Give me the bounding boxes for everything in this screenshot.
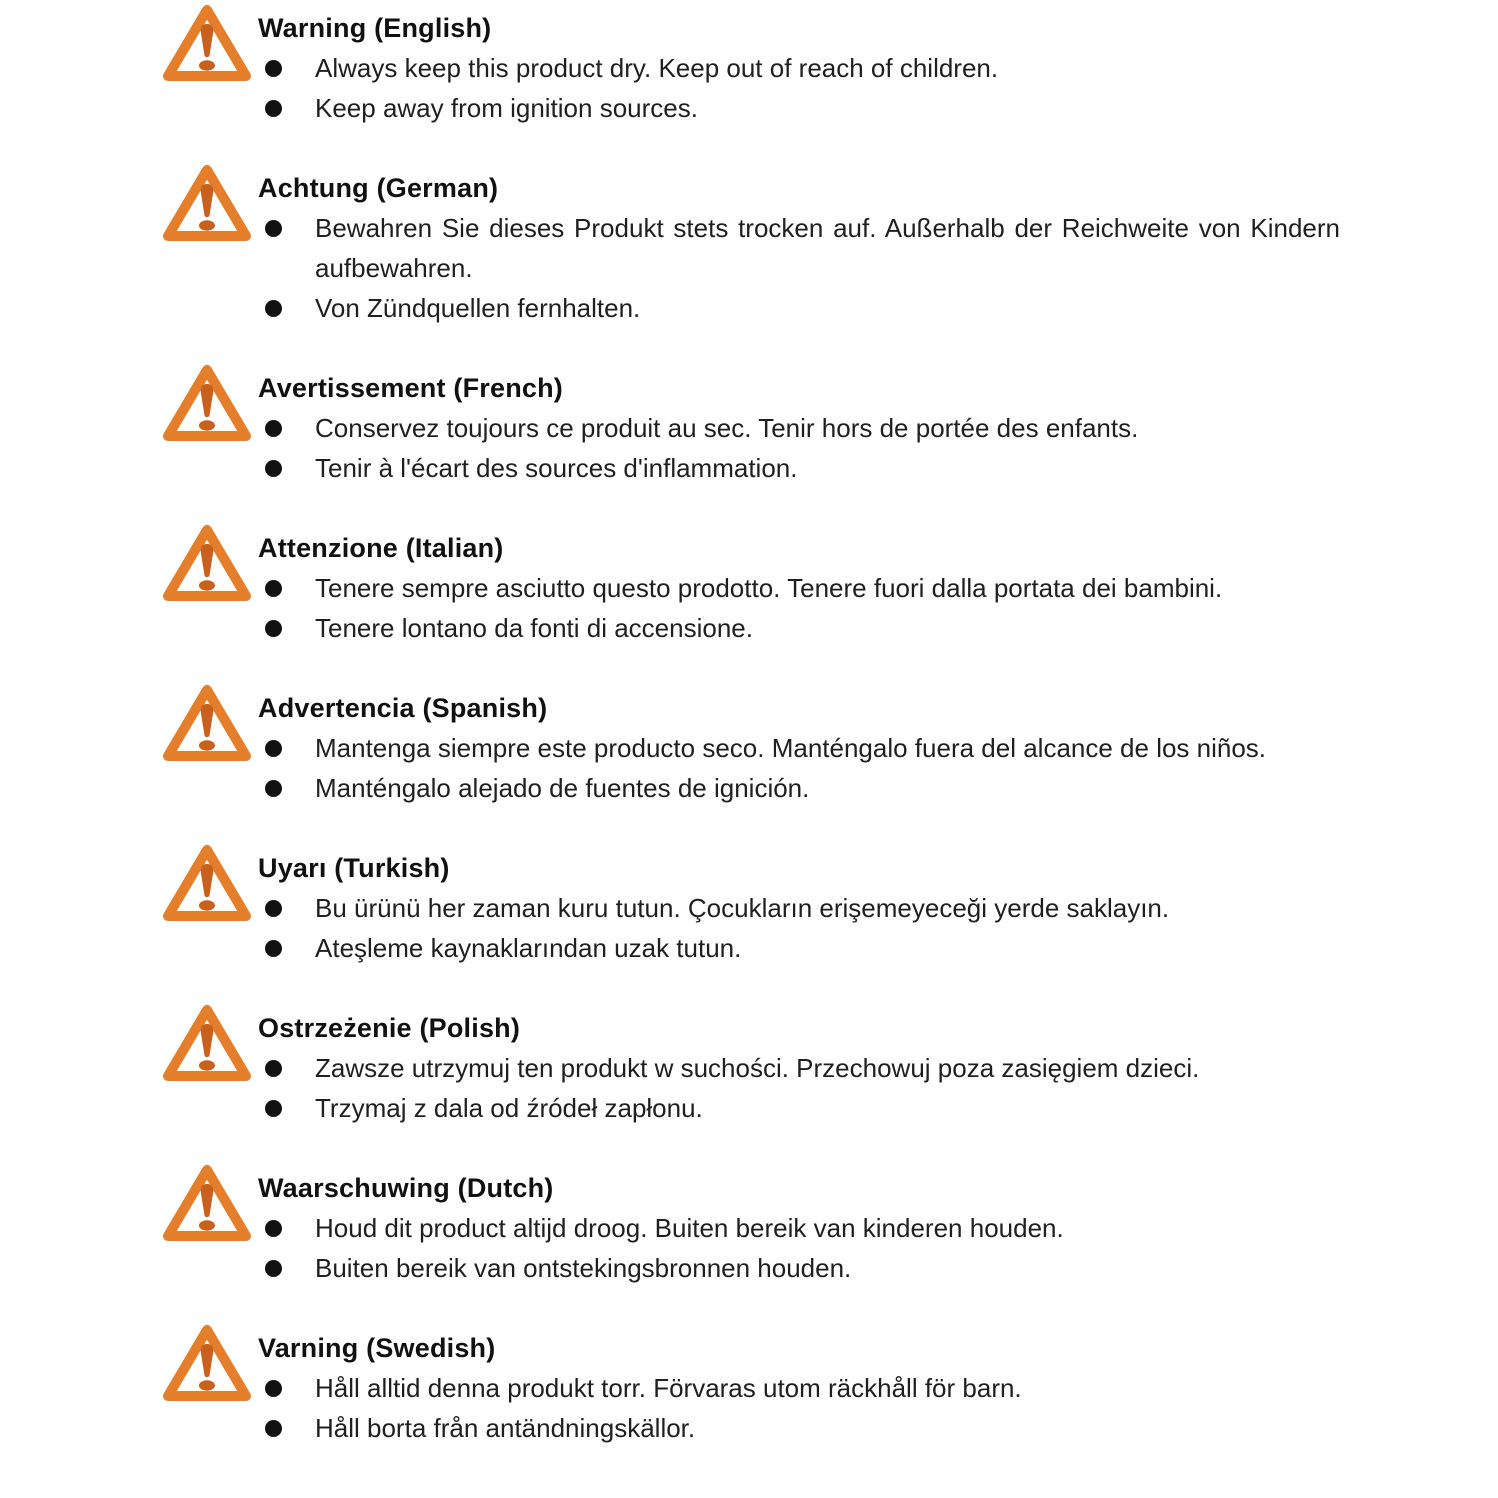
bullet-item: Tenere sempre asciutto questo prodotto. Tenere fuori dalla portata dei bambini. xyxy=(265,568,1340,608)
warning-triangle-icon xyxy=(163,1164,251,1244)
section-title: Waarschuwing (Dutch) xyxy=(258,1173,554,1203)
warning-section xyxy=(165,528,1340,648)
section-title: Uyarı (Turkish) xyxy=(258,853,450,883)
warning-triangle-icon xyxy=(163,164,251,244)
bullet-list xyxy=(258,48,1340,128)
warning-triangle-icon xyxy=(163,1004,251,1084)
bullet-item: Mantenga siempre este producto seco. Manténgalo fuera del alcance de los niños. xyxy=(265,728,1340,768)
warning-section xyxy=(165,168,1340,328)
bullet-item: Håll alltid denna produkt torr. Förvaras utom räckhåll för barn. xyxy=(265,1368,1340,1408)
warning-exclamation-dot xyxy=(199,1220,215,1230)
warning-exclamation-dot xyxy=(199,740,215,750)
section-title: Attenzione (Italian) xyxy=(258,533,504,563)
section-title: Achtung (German) xyxy=(258,173,499,203)
section-title: Warning (English) xyxy=(258,13,492,43)
bullet-item: Buiten bereik van ontstekingsbronnen houden. xyxy=(265,1248,1340,1288)
section-content xyxy=(258,528,1340,648)
bullet-item: Zawsze utrzymuj ten produkt w suchości. Przechowuj poza zasięgiem dzieci. xyxy=(265,1048,1340,1088)
bullet-item: Håll borta från antändningskällor. xyxy=(265,1408,1340,1448)
warning-section xyxy=(165,1328,1340,1448)
bullet-item: Tenere lontano da fonti di accensione. xyxy=(265,608,1340,648)
warning-section xyxy=(165,1008,1340,1128)
bullet-item: Keep away from ignition sources. xyxy=(265,88,1340,128)
warning-exclamation-dot xyxy=(199,60,215,70)
warning-exclamation-dot xyxy=(199,420,215,430)
bullet-list xyxy=(258,208,1340,328)
section-content xyxy=(258,1008,1340,1128)
bullet-item: Trzymaj z dala od źródeł zapłonu. xyxy=(265,1088,1340,1128)
bullet-list xyxy=(258,888,1340,968)
warning-section xyxy=(165,368,1340,488)
warning-exclamation-dot xyxy=(199,900,215,910)
warning-exclamation-dot xyxy=(199,220,215,230)
bullet-item: Manténgalo alejado de fuentes de ignición. xyxy=(265,768,1340,808)
bullet-list xyxy=(258,1208,1340,1288)
section-title: Varning (Swedish) xyxy=(258,1333,496,1363)
warning-section xyxy=(165,8,1340,128)
section-title: Advertencia (Spanish) xyxy=(258,693,548,723)
bullet-item: Bewahren Sie dieses Produkt stets trocken auf. Außerhalb der Reichweite von Kindern aufbewahren. xyxy=(265,208,1340,288)
bullet-item: Tenir à l'écart des sources d'inflammation. xyxy=(265,448,1340,488)
bullet-item: Houd dit product altijd droog. Buiten bereik van kinderen houden. xyxy=(265,1208,1340,1248)
bullet-list xyxy=(258,1048,1340,1128)
warning-section xyxy=(165,1168,1340,1288)
section-title: Avertissement (French) xyxy=(258,373,563,403)
warning-section xyxy=(165,848,1340,968)
bullet-list xyxy=(258,568,1340,648)
bullet-item: Conservez toujours ce produit au sec. Tenir hors de portée des enfants. xyxy=(265,408,1340,448)
section-content xyxy=(258,1328,1340,1448)
warning-section xyxy=(165,688,1340,808)
warning-triangle-icon xyxy=(163,524,251,604)
warning-triangle-icon xyxy=(163,1324,251,1404)
section-content xyxy=(258,1168,1340,1288)
warning-triangle-icon xyxy=(163,684,251,764)
warning-exclamation-dot xyxy=(199,1060,215,1070)
warning-triangle-icon xyxy=(163,4,251,84)
section-title: Ostrzeżenie (Polish) xyxy=(258,1013,521,1043)
warning-triangle-icon xyxy=(163,364,251,444)
warning-exclamation-dot xyxy=(199,580,215,590)
section-content xyxy=(258,8,1340,128)
bullet-item: Ateşleme kaynaklarından uzak tutun. xyxy=(265,928,1340,968)
warning-sections-container xyxy=(165,8,1340,1448)
bullet-list xyxy=(258,728,1340,808)
bullet-item: Von Zündquellen fernhalten. xyxy=(265,288,1340,328)
bullet-list xyxy=(258,1368,1340,1448)
section-content xyxy=(258,848,1340,968)
section-content xyxy=(258,688,1340,808)
bullet-item: Always keep this product dry. Keep out of reach of children. xyxy=(265,48,1340,88)
bullet-list xyxy=(258,408,1340,488)
bullet-item: Bu ürünü her zaman kuru tutun. Çocukların erişemeyeceği yerde saklayın. xyxy=(265,888,1340,928)
section-content xyxy=(258,168,1340,328)
warning-exclamation-dot xyxy=(199,1380,215,1390)
warning-triangle-icon xyxy=(163,844,251,924)
section-content xyxy=(258,368,1340,488)
